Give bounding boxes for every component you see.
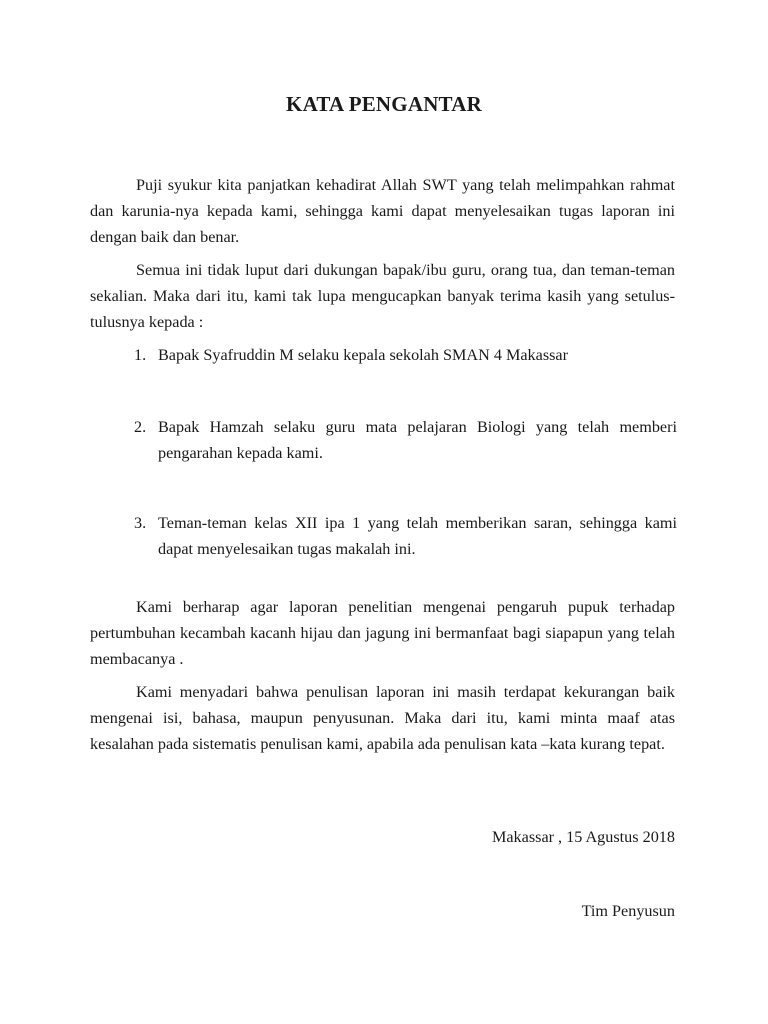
list-text: Bapak Hamzah selaku guru mata pelajaran Biologi yang telah memberi pengarahan kepada kami. [158,418,677,462]
paragraph-intro: Puji syukur kita panjatkan kehadirat Allah SWT yang telah melimpahkan rahmat dan karunia-nya kepada kami, sehingga kami dapat menyelesaikan tugas laporan ini dengan baik dan benar. [90,176,675,246]
list-text: Bapak Syafruddin M selaku kepala sekolah SMAN 4 Makassar [158,346,568,364]
place-date: Makassar , 15 Agustus 2018 [491,828,675,846]
list-item [134,414,677,466]
paragraph-hope: Kami berharap agar laporan penelitian mengenai pengaruh pupuk terhadap pertumbuhan kecambah kacanh hijau dan jagung ini bermanfaat bagi siapapun yang telah membacanya . [90,598,675,668]
list-item [134,510,677,562]
page-title: KATA PENGANTAR [286,92,482,116]
paragraph-apology: Kami menyadari bahwa penulisan laporan ini masih terdapat kekurangan baik mengenai isi, bahasa, maupun penyusunan. Maka dari itu, kami minta maaf atas kesalahan pada sistematis penulisan kami, apabila ada penulisan kata –kata kurang tepat. [90,683,675,753]
list-number: 1. [134,346,147,364]
list-text: Teman-teman kelas XII ipa 1 yang telah memberikan saran, sehingga kami dapat menyelesaikan tugas makalah ini. [158,514,677,558]
paragraph-thanks: Semua ini tidak luput dari dukungan bapak/ibu guru, orang tua, dan teman-teman sekalian. Maka dari itu, kami tak lupa mengucapkan banyak terima kasih yang setulus-tulusnya kepada : [90,261,675,331]
signature: Tim Penyusun [581,902,675,920]
list-number: 3. [134,514,147,532]
list-item [134,342,677,368]
list-number: 2. [134,418,147,436]
